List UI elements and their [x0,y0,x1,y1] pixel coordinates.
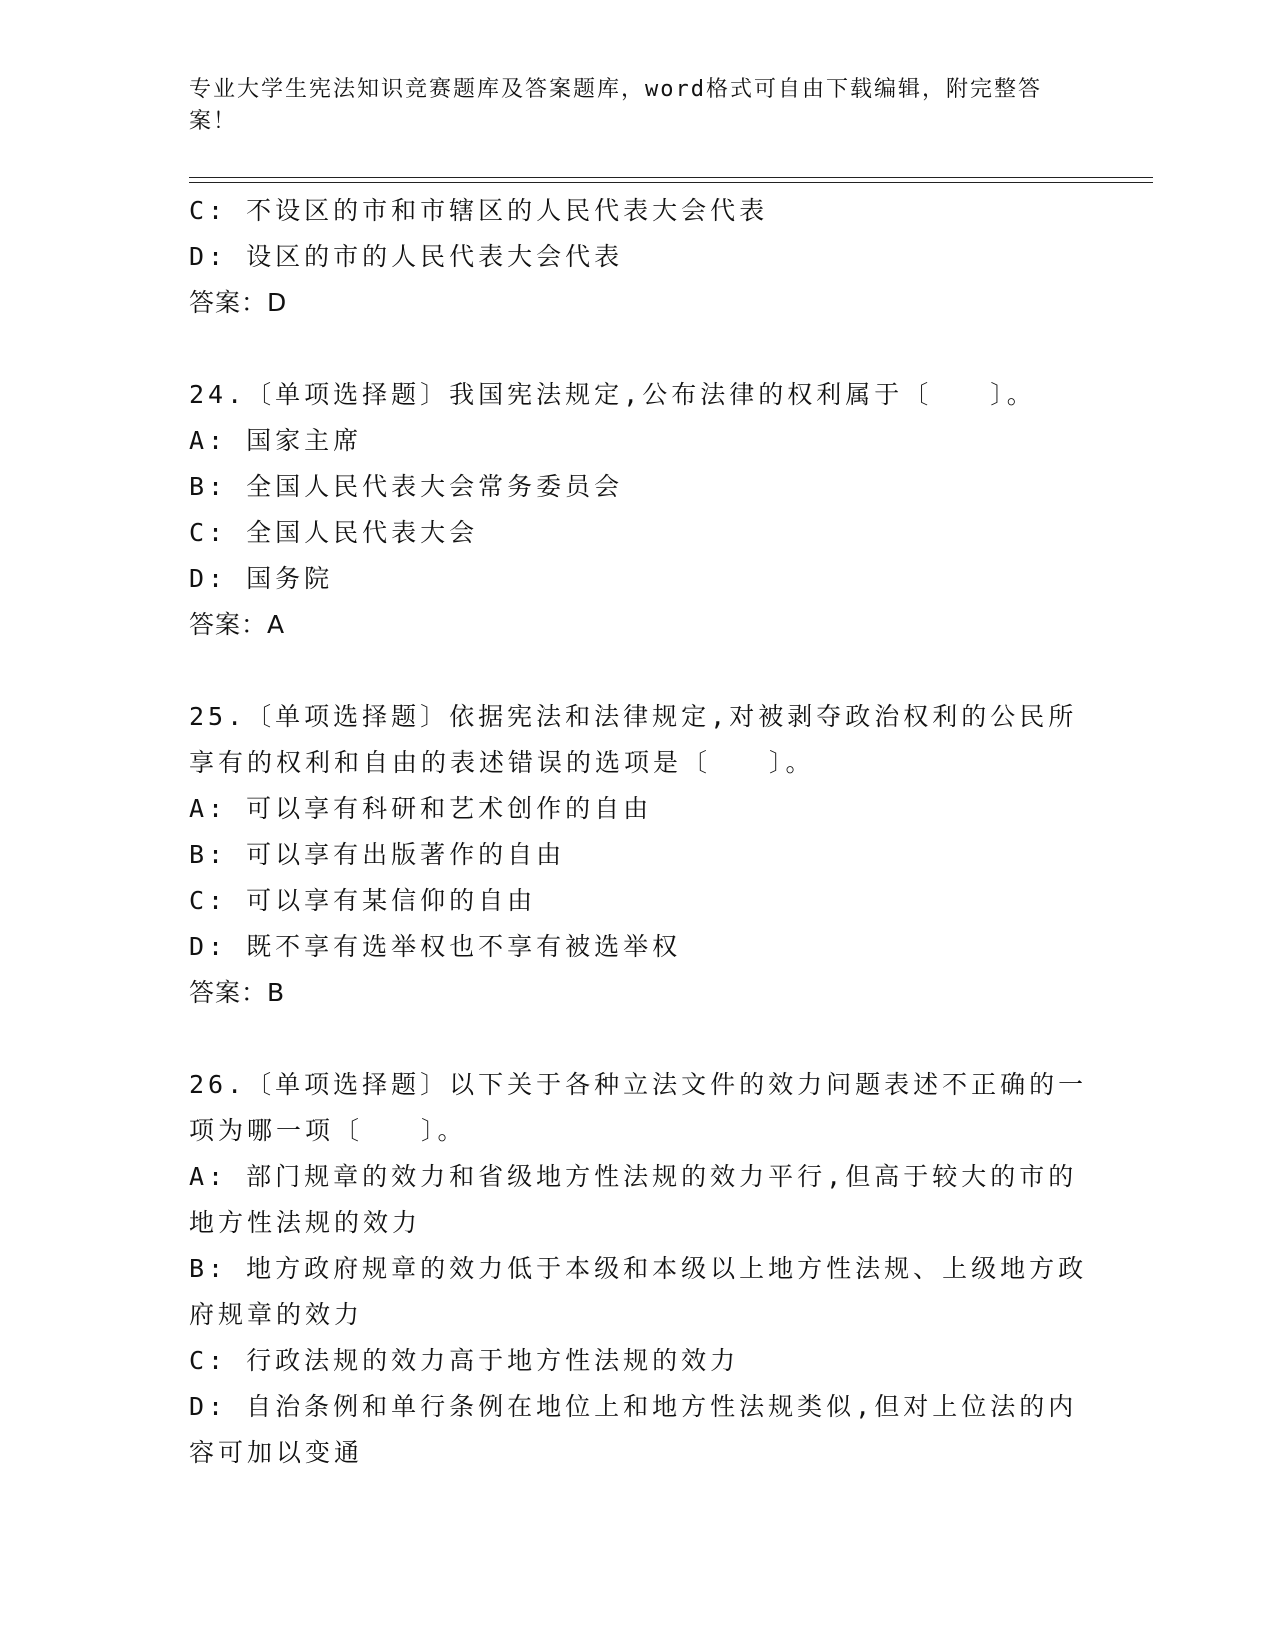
option-d: D: 设区的市的人民代表大会代表 [189,242,624,271]
question-24-answer: 答案：A [189,610,286,639]
option-c: C: 不设区的市和市辖区的人民代表大会代表 [189,196,769,225]
question-26-option-d-line-1: D: 自治条例和单行条例在地位上和地方性法规类似,但对上位法的内 [189,1392,1078,1421]
spacer [189,648,1079,694]
question-24-option-d: D: 国务院 [189,564,334,593]
question-list [189,188,1088,1476]
spacer [189,1016,1079,1062]
answer-line: 答案：D [189,288,288,317]
question-24-option-b: B: 全国人民代表大会常务委员会 [189,472,624,501]
question-24-stem: 24.〔单项选择题〕我国宪法规定,公布法律的权利属于〔 〕。 [189,380,1036,409]
question-25-stem-line-2: 享有的权利和自由的表述错误的选项是〔 〕。 [189,748,815,777]
question-24-option-c: C: 全国人民代表大会 [189,518,479,547]
document-header: 专业大学生宪法知识竞赛题库及答案题库，word格式可自由下载编辑，附完整答案！ [189,77,1042,134]
question-25-option-b: B: 可以享有出版著作的自由 [189,840,566,869]
question-26-option-b-line-1: B: 地方政府规章的效力低于本级和本级以上地方性法规、上级地方政 [189,1254,1088,1283]
question-26-option-b-line-2: 府规章的效力 [189,1300,364,1329]
question-26-option-a-line-1: A: 部门规章的效力和省级地方性法规的效力平行,但高于较大的市的 [189,1162,1078,1191]
question-26-stem-line-2: 项为哪一项〔 〕。 [189,1116,467,1145]
question-25-option-a: A: 可以享有科研和艺术创作的自由 [189,794,653,823]
question-26-stem-line-1: 26.〔单项选择题〕以下关于各种立法文件的效力问题表述不正确的一 [189,1070,1088,1099]
question-25-option-d: D: 既不享有选举权也不享有被选举权 [189,932,682,961]
spacer [189,326,1079,372]
question-25-option-c: C: 可以享有某信仰的自由 [189,886,537,915]
question-26-option-a-line-2: 地方性法规的效力 [189,1208,422,1237]
question-25-answer: 答案：B [189,978,286,1007]
header-divider-bottom [189,182,1153,183]
question-26-option-c: C: 行政法规的效力高于地方性法规的效力 [189,1346,740,1375]
question-24-option-a: A: 国家主席 [189,426,363,455]
question-26-option-d-line-2: 容可加以变通 [189,1438,364,1467]
header-divider-top [189,177,1153,178]
question-25-stem-line-1: 25.〔单项选择题〕依据宪法和法律规定,对被剥夺政治权利的公民所 [189,702,1078,731]
